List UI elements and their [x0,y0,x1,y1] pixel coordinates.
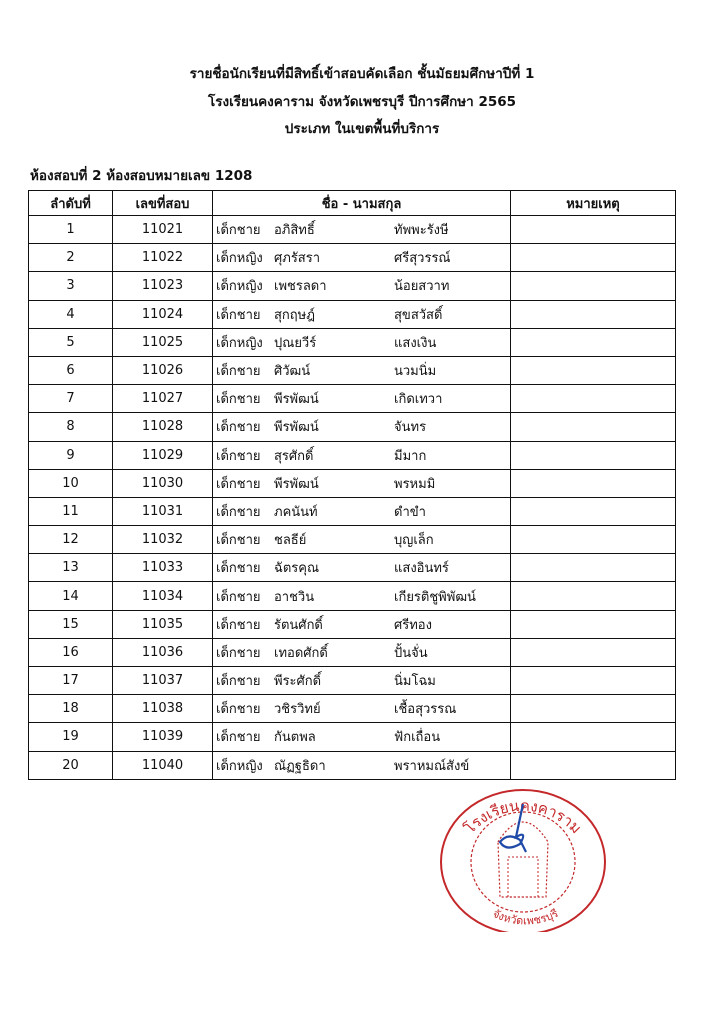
note-cell [511,385,676,413]
last-name: แสงเงิน [394,335,437,351]
note-cell [511,413,676,441]
table-row [29,526,676,554]
order-cell: 12 [29,526,113,554]
first-name: ณัฏฐธิดา [274,758,326,774]
first-name: รัตนศักดิ์ [274,617,323,633]
order-cell: 11 [29,497,113,525]
note-cell [511,244,676,272]
first-name: วชิรวิทย์ [274,702,321,718]
exam-id-cell: 11025 [113,328,213,356]
column-header-name: ชื่อ - นามสกุล [213,191,511,216]
last-name: เกิดเทวา [394,392,443,408]
name-cell [213,441,511,469]
note-cell [511,695,676,723]
table-row [29,667,676,695]
exam-id-cell: 11040 [113,751,213,779]
name-prefix: เด็กหญิง [216,335,263,351]
exam-room-label: ห้องสอบที่ 2 ห้องสอบหมายเลข 1208 [30,168,253,184]
note-cell [511,216,676,244]
last-name: จันทร [394,420,427,436]
column-header-order: ลำดับที่ [29,191,113,216]
table-row [29,638,676,666]
order-cell: 7 [29,385,113,413]
name-cell [213,272,511,300]
first-name: เพชรลดา [274,279,327,295]
exam-id-cell: 11039 [113,723,213,751]
order-cell: 10 [29,469,113,497]
note-cell [511,272,676,300]
student-table [28,190,676,780]
table-row [29,582,676,610]
name-prefix: เด็กชาย [216,307,261,323]
note-cell [511,723,676,751]
order-cell: 9 [29,441,113,469]
name-cell [213,328,511,356]
table-row [29,272,676,300]
order-cell: 14 [29,582,113,610]
order-cell: 6 [29,356,113,384]
first-name: กันตพล [274,730,316,746]
exam-id-cell: 11031 [113,497,213,525]
table-row [29,554,676,582]
name-prefix: เด็กชาย [216,674,261,690]
note-cell [511,300,676,328]
note-cell [511,554,676,582]
order-cell: 19 [29,723,113,751]
stamp-top-text: โรงเรียนคงคาราม [460,796,586,838]
name-prefix: เด็กชาย [216,589,261,605]
first-name: อาชวิน [274,589,315,605]
exam-id-cell: 11022 [113,244,213,272]
order-cell: 3 [29,272,113,300]
table-row [29,356,676,384]
note-cell [511,582,676,610]
name-cell [213,216,511,244]
name-prefix: เด็กชาย [216,645,261,661]
first-name: สุกฤษฎ์ [274,307,315,323]
name-cell [213,385,511,413]
first-name: พีรพัฒน์ [274,392,319,408]
note-cell [511,638,676,666]
table-header-row [29,191,676,216]
first-name: พีรพัฒน์ [274,476,319,492]
document-title-line-1: รายชื่อนักเรียนที่มีสิทธิ์เข้าสอบคัดเลือก ชั้นมัธยมศึกษาปีที่ 1 [189,66,535,82]
exam-id-cell: 11036 [113,638,213,666]
name-cell [213,554,511,582]
last-name: เกียรติชูพิพัฒน์ [394,589,476,605]
exam-id-cell: 11028 [113,413,213,441]
exam-id-cell: 11026 [113,356,213,384]
name-cell [213,723,511,751]
table-row [29,751,676,779]
table-row [29,216,676,244]
first-name: ชลธีย์ [274,533,307,549]
name-cell [213,413,511,441]
name-prefix: เด็กชาย [216,617,261,633]
name-prefix: เด็กชาย [216,364,261,380]
name-prefix: เด็กชาย [216,561,261,577]
last-name: น้อยสวาท [394,279,450,295]
first-name: ฉัตรคุณ [274,561,320,577]
last-name: แสงอินทร์ [394,561,449,577]
document-title-line-3: ประเภท ในเขตพื้นที่บริการ [284,121,440,137]
name-prefix: เด็กหญิง [216,279,263,295]
table-row [29,413,676,441]
name-prefix: เด็กชาย [216,533,261,549]
note-cell [511,610,676,638]
last-name: นวมนิ่ม [394,364,437,380]
name-cell [213,638,511,666]
exam-id-cell: 11035 [113,610,213,638]
exam-id-cell: 11029 [113,441,213,469]
exam-id-cell: 11037 [113,667,213,695]
table-row [29,300,676,328]
school-seal-stamp [428,782,618,932]
name-cell [213,300,511,328]
first-name: พีรพัฒน์ [274,420,319,436]
note-cell [511,667,676,695]
first-name: พีระศักดิ์ [274,674,322,690]
note-cell [511,441,676,469]
name-cell [213,244,511,272]
table-row [29,723,676,751]
name-cell [213,497,511,525]
last-name: มีมาก [394,448,427,464]
order-cell: 18 [29,695,113,723]
name-prefix: เด็กชาย [216,223,261,239]
stamp-bottom-text: จังหวัดเพชรบุรี [490,906,561,928]
last-name: สุขสวัสดิ์ [394,307,443,323]
last-name: ฟักเถื่อน [394,730,441,746]
column-header-exam-id: เลขที่สอบ [113,191,213,216]
order-cell: 15 [29,610,113,638]
table-row [29,328,676,356]
name-cell [213,667,511,695]
first-name: ศิวัฒน์ [274,364,311,380]
exam-id-cell: 11038 [113,695,213,723]
order-cell: 20 [29,751,113,779]
last-name: บุญเล็ก [394,533,434,549]
note-cell [511,497,676,525]
name-prefix: เด็กชาย [216,392,261,408]
order-cell: 5 [29,328,113,356]
name-prefix: เด็กชาย [216,448,261,464]
name-cell [213,356,511,384]
name-cell [213,751,511,779]
order-cell: 17 [29,667,113,695]
name-prefix: เด็กหญิง [216,758,263,774]
exam-id-cell: 11033 [113,554,213,582]
name-prefix: เด็กชาย [216,730,261,746]
table-row [29,695,676,723]
first-name: อภิสิทธิ์ [274,223,315,239]
name-prefix: เด็กชาย [216,476,261,492]
table-row [29,469,676,497]
column-header-note: หมายเหตุ [511,191,676,216]
note-cell [511,328,676,356]
order-cell: 4 [29,300,113,328]
first-name: สุรศักดิ์ [274,448,314,464]
last-name: ดำขำ [394,504,426,520]
name-prefix: เด็กชาย [216,420,261,436]
name-cell [213,526,511,554]
order-cell: 16 [29,638,113,666]
first-name: เทอดศักดิ์ [274,645,328,661]
table-row [29,610,676,638]
name-cell [213,582,511,610]
exam-id-cell: 11034 [113,582,213,610]
exam-id-cell: 11027 [113,385,213,413]
last-name: ปั้นจั่น [394,645,428,661]
order-cell: 13 [29,554,113,582]
name-cell [213,610,511,638]
note-cell [511,356,676,384]
table-row [29,244,676,272]
exam-id-cell: 11021 [113,216,213,244]
name-cell [213,469,511,497]
svg-text:จังหวัดเพชรบุรี [491,907,561,928]
svg-text:โรงเรียนคงคาราม [461,797,585,838]
exam-id-cell: 11032 [113,526,213,554]
last-name: ศรีทอง [394,617,432,633]
last-name: ทัพพะรังษี [394,223,449,239]
last-name: พรหมมิ [394,476,436,492]
first-name: ภคนันท์ [274,504,318,520]
table-row [29,441,676,469]
name-cell [213,695,511,723]
note-cell [511,469,676,497]
last-name: พราหมณ์สังข์ [394,758,470,774]
first-name: ปุณยวีร์ [274,335,317,351]
exam-id-cell: 11024 [113,300,213,328]
first-name: ศุภรัสรา [274,251,321,267]
table-row [29,497,676,525]
name-prefix: เด็กชาย [216,702,261,718]
table-row [29,385,676,413]
order-cell: 2 [29,244,113,272]
order-cell: 1 [29,216,113,244]
last-name: เชื้อสุวรรณ [394,702,457,718]
exam-id-cell: 11023 [113,272,213,300]
document-title-line-2: โรงเรียนคงคาราม จังหวัดเพชรบุรี ปีการศึกษา 2565 [207,94,517,110]
last-name: ศรีสุวรรณ์ [394,251,451,267]
note-cell [511,751,676,779]
note-cell [511,526,676,554]
exam-id-cell: 11030 [113,469,213,497]
order-cell: 8 [29,413,113,441]
name-prefix: เด็กหญิง [216,251,263,267]
name-prefix: เด็กชาย [216,504,261,520]
last-name: นิ่มโฉม [394,674,436,690]
